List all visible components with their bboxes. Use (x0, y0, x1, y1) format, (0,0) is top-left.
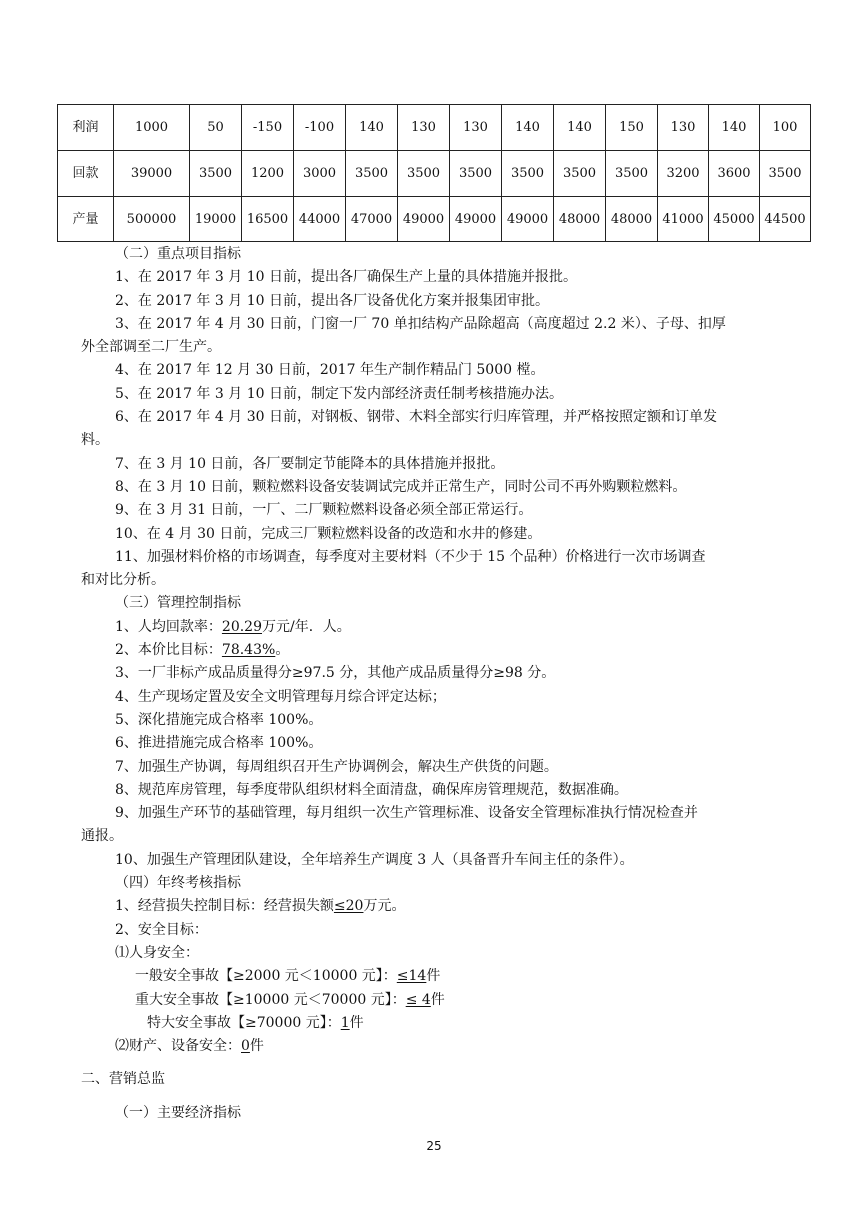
item-value: 0 (241, 1038, 250, 1055)
table-cell: 3500 (346, 151, 398, 197)
list-item: 7、加强生产协调，每周组织召开生产协调例会，解决生产供货的问题。 (115, 758, 558, 775)
item-label: 1、人均回款率： (115, 618, 222, 635)
item-unit: 件 (249, 1038, 264, 1055)
list-item: 6、在 2017 年 4 月 30 日前，对钢板、钢带、木料全部实行归库管理，并严格按照定额和订单发 (115, 409, 717, 426)
item-label: 一般安全事故【≥2000 元＜10000 元】： (135, 968, 397, 985)
section-heading: （一）主要经济指标 (115, 1104, 241, 1121)
list-item: 7、在 3 月 10 日前，各厂要制定节能降本的具体措施并报批。 (115, 455, 505, 472)
item-label: 1、经营损失控制目标：经营损失额 (115, 898, 334, 915)
section-heading: （三）管理控制指标 (115, 595, 241, 612)
table-cell: 16500 (242, 197, 294, 242)
table-cell: 48000 (606, 197, 658, 242)
table-cell: 49000 (450, 197, 502, 242)
table-cell: 44000 (294, 197, 346, 242)
table-cell: 140 (346, 105, 398, 151)
list-item (115, 639, 755, 662)
list-item: 2、安全目标： (115, 921, 208, 938)
table-row (58, 105, 811, 151)
document-body (81, 243, 755, 1125)
list-item: 5、在 2017 年 3 月 10 日前，制定下发内部经济责任制考核措施办法。 (115, 385, 563, 402)
list-item: 2、在 2017 年 3 月 10 日前，提出各厂设备优化方案并报集团审批。 (115, 292, 549, 309)
item-value: ≤14 (396, 968, 427, 985)
item-unit: 。 (275, 642, 290, 659)
item-unit: 件 (430, 991, 445, 1008)
item-value: 1 (340, 1014, 350, 1031)
table-cell: 48000 (554, 197, 606, 242)
table-cell: 3000 (294, 151, 346, 197)
table-cell: -150 (242, 105, 294, 151)
list-item: 10、在 4 月 30 日前，完成三厂颗粒燃料设备的改造和水井的修建。 (115, 525, 542, 542)
table-cell: 50 (190, 105, 242, 151)
table-cell: 1000 (114, 105, 190, 151)
list-item-continuation: 料。 (81, 432, 109, 449)
list-item: 8、规范库房管理，每季度带队组织材料全面清盘，确保库房管理规范，数据准确。 (115, 781, 628, 798)
accident-line (135, 965, 755, 988)
sub-item: ⑴人身安全： (115, 944, 199, 961)
table-cell: 130 (658, 105, 709, 151)
row-label: 回款 (58, 151, 114, 197)
table-cell: 1200 (242, 151, 294, 197)
table-cell: 140 (709, 105, 760, 151)
table-cell: 140 (554, 105, 606, 151)
list-item-continuation: 外全部调至二厂生产。 (81, 339, 221, 356)
list-item: 1、在 2017 年 3 月 10 日前，提出各厂确保生产上量的具体措施并报批。 (115, 269, 577, 286)
item-label: ⑵财产、设备安全： (115, 1038, 241, 1055)
item-value: ≤20 (333, 898, 364, 915)
table-row (58, 151, 811, 197)
row-label: 产量 (58, 197, 114, 242)
item-unit: 件 (349, 1014, 364, 1031)
list-item: 3、在 2017 年 4 月 30 日前，门窗一厂 70 单扣结构产品除超高（高度超过 2.2 米）、子母、扣厚 (115, 315, 726, 332)
table-cell: 500000 (114, 197, 190, 242)
list-item: 6、推进措施完成合格率 100%。 (115, 735, 323, 752)
item-label: 特大安全事故【≥70000 元】： (147, 1014, 341, 1031)
item-value: 78.43% (221, 642, 276, 659)
indicator-table (57, 104, 811, 242)
table-cell: 47000 (346, 197, 398, 242)
table-cell: 3500 (606, 151, 658, 197)
section-heading: （四）年终考核指标 (115, 875, 241, 892)
table-cell: 130 (398, 105, 450, 151)
list-item: 3、一厂非标产成品质量得分≥97.5 分，其他产成品质量得分≥98 分。 (115, 665, 556, 682)
table-cell: 44500 (760, 197, 811, 242)
accident-line (135, 989, 755, 1012)
list-item-continuation: 通报。 (81, 828, 123, 845)
table-cell: 130 (450, 105, 502, 151)
list-item: 9、加强生产环节的基础管理，每月组织一次生产管理标准、设备安全管理标准执行情况检查并 (115, 805, 698, 822)
row-label: 利润 (58, 105, 114, 151)
item-unit: 万元/年．人。 (262, 618, 351, 635)
table-cell: 49000 (398, 197, 450, 242)
table-cell: 150 (606, 105, 658, 151)
table-cell: -100 (294, 105, 346, 151)
list-item: 9、在 3 月 31 日前，一厂、二厂颗粒燃料设备必须全部正常运行。 (115, 502, 533, 519)
list-item: 10、加强生产管理团队建设，全年培养生产调度 3 人（具备晋升车间主任的条件）。 (115, 851, 634, 868)
table-cell: 3500 (450, 151, 502, 197)
item-label: 2、本价比目标： (115, 642, 222, 659)
list-item: 4、生产现场定置及安全文明管理每月综合评定达标； (115, 688, 446, 705)
table-cell: 45000 (709, 197, 760, 242)
item-unit: 万元。 (363, 898, 406, 915)
table-cell: 39000 (114, 151, 190, 197)
table-cell: 49000 (502, 197, 554, 242)
list-item (115, 895, 755, 918)
table-cell: 3500 (760, 151, 811, 197)
list-item: 5、深化措施完成合格率 100%。 (115, 711, 323, 728)
item-label: 重大安全事故【≥10000 元＜70000 元】： (135, 991, 406, 1008)
table-cell: 100 (760, 105, 811, 151)
list-item-continuation: 和对比分析。 (81, 572, 165, 589)
table-cell: 140 (502, 105, 554, 151)
list-item: 8、在 3 月 10 日前，颗粒燃料设备安装调试完成并正常生产，同时公司不再外购颗粒燃料。 (115, 478, 687, 495)
sub-item (115, 1035, 755, 1058)
table-row (58, 197, 811, 242)
table-cell: 3200 (658, 151, 709, 197)
list-item: 11、加强材料价格的市场调查，每季度对主要材料（不少于 15 个品种）价格进行一次市场调查 (115, 548, 706, 565)
table-cell: 3600 (709, 151, 760, 197)
table-cell: 41000 (658, 197, 709, 242)
table-cell: 3500 (398, 151, 450, 197)
list-item: 4、在 2017 年 12 月 30 日前，2017 年生产制作精品门 5000 樘。 (115, 362, 545, 379)
list-item (115, 616, 755, 639)
item-unit: 件 (426, 968, 441, 985)
item-value: 20.29 (221, 618, 263, 635)
part-heading: 二、营销总监 (81, 1071, 165, 1088)
table-cell: 3500 (502, 151, 554, 197)
table-cell: 3500 (554, 151, 606, 197)
table-cell: 19000 (190, 197, 242, 242)
page-number: 25 (426, 1139, 442, 1153)
accident-line (147, 1012, 755, 1035)
item-value: ≤ 4 (405, 991, 431, 1008)
section-heading: （二）重点项目指标 (115, 246, 241, 262)
table-cell: 3500 (190, 151, 242, 197)
